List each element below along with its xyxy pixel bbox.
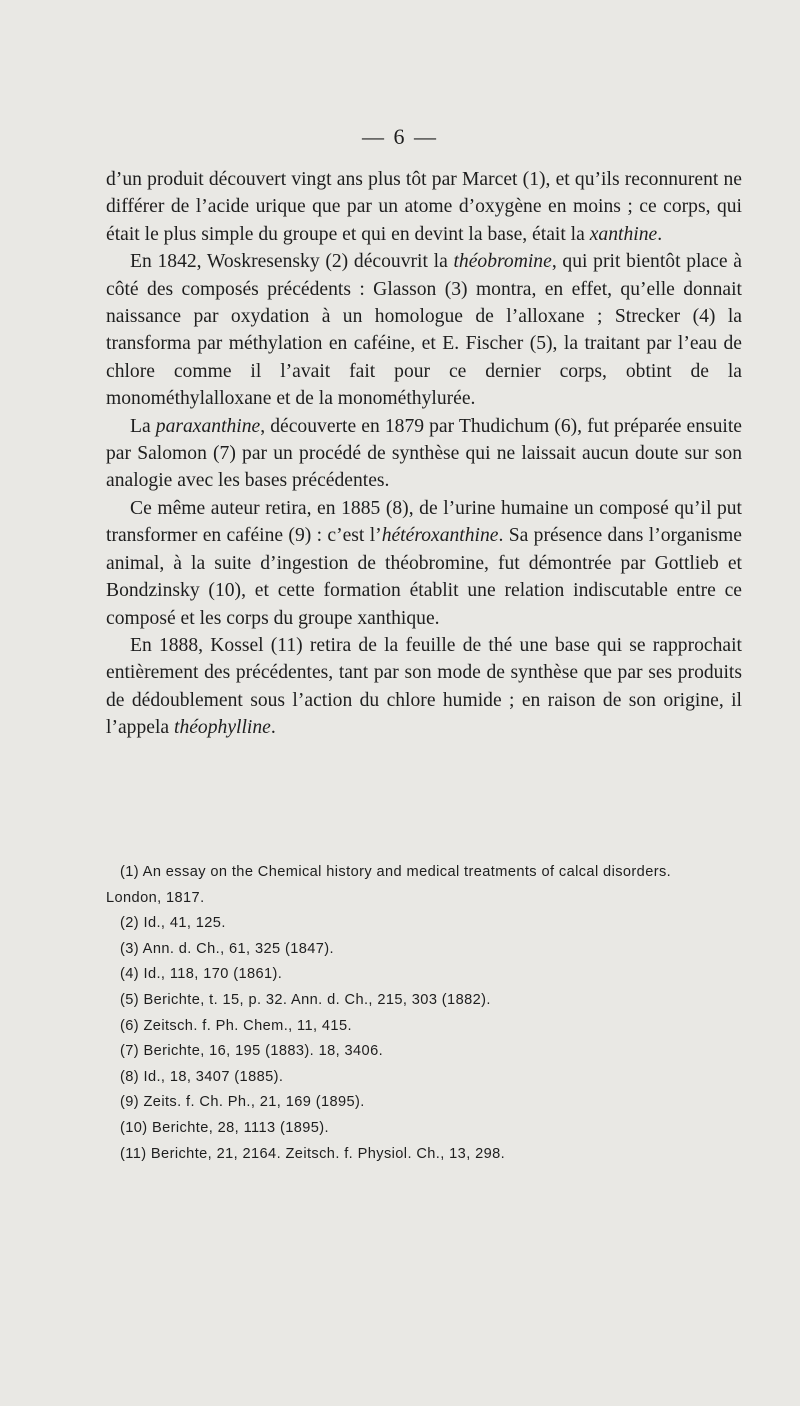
paragraph (106, 413, 742, 495)
footnote: (5) Berichte, t. 15, p. 32. Ann. d. Ch., 215, 303 (1882). (120, 991, 491, 1008)
page-number: — 6 — (362, 124, 438, 149)
compound-name: théobromine (453, 251, 552, 273)
footnote: (3) Ann. d. Ch., 61, 325 (1847). (120, 940, 334, 957)
footnote: (6) Zeitsch. f. Ph. Chem., 11, 415. (120, 1017, 352, 1034)
footnotes (106, 860, 742, 1167)
footnote: (8) Id., 18, 3407 (1885). (120, 1068, 284, 1085)
footnote: (10) Berichte, 28, 1113 (1895). (120, 1119, 329, 1136)
text-run: . (657, 223, 663, 245)
text-run: En 1842, Woskresensky (2) découvrit la (130, 251, 454, 273)
text-run: Ce même auteur retira, en 1885 (8), de l’urine humaine un composé qu’il put transformer en caféine (9) : c’est l’ (106, 497, 742, 547)
footnote: (2) Id., 41, 125. (120, 915, 226, 932)
text-run: . Sa présence dans l’organisme animal, à la suite d’ingestion de théobromine, fut démontrée par Gottlieb et Bondzinsky (10), et cette formation établit une relation indiscutable entre ce composé et les corps du groupe xanthique. (106, 525, 742, 629)
paragraph (106, 495, 742, 632)
text-run: , découverte en 1879 par Thudichum (6), fut préparée ensuite par Salomon (7) par un procédé de synthèse qui ne laissait aucun doute sur son analogie avec les bases précédentes. (106, 415, 742, 492)
footnote: (4) Id., 118, 170 (1861). (120, 966, 283, 983)
footnote: (7) Berichte, 16, 195 (1883). 18, 3406. (120, 1043, 384, 1060)
paragraph (106, 248, 742, 412)
footnote: (9) Zeits. f. Ch. Ph., 21, 169 (1895). (120, 1094, 365, 1111)
compound-name: xanthine (589, 223, 658, 245)
paragraph (106, 632, 742, 742)
footnote: (11) Berichte, 21, 2164. Zeitsch. f. Physiol. Ch., 13, 298. (120, 1145, 506, 1162)
compound-name: hétéroxanthine (381, 525, 499, 547)
text-run: d’un produit découvert vingt ans plus tôt par Marcet (1), et qu’ils reconnurent ne différer de l’acide urique que par un atome d’oxygène en moins ; ce corps, qui était le plus simple du groupe et qui en devint la base, était la (106, 169, 742, 245)
text-run: . (270, 717, 276, 739)
text-run: , qui prit bientôt place à côté des composés précédents : Glasson (3) montra, en effet, qu’elle donnait naissance par oxydation à un homologue de l’alloxane ; Strecker (4) la transforma par méthylation en caféine, et E. Fischer (5), la traitant par l’eau de chlore comme il l’avait fait pour ce dernier corps, obtint de la monométhylalloxane et de la monométhylurée. (106, 251, 742, 410)
body-text (106, 166, 742, 742)
compound-name: paraxanthine (155, 415, 261, 437)
footnote: (1) An essay on the Chemical history and medical treatments of calcal disorders. (120, 864, 672, 880)
text-run: La (130, 415, 156, 437)
text-run: En 1888, Kossel (11) retira de la feuille de thé une base qui se rapprochait entièrement des précédentes, tant par son mode de synthèse que par ses produits de dédoublement sous l’action du chlore humide ; en raison de son origine, il l’appela (106, 634, 742, 739)
compound-name: théophylline (174, 717, 271, 739)
footnote-continuation: London, 1817. (106, 889, 205, 906)
paragraph (106, 166, 742, 248)
